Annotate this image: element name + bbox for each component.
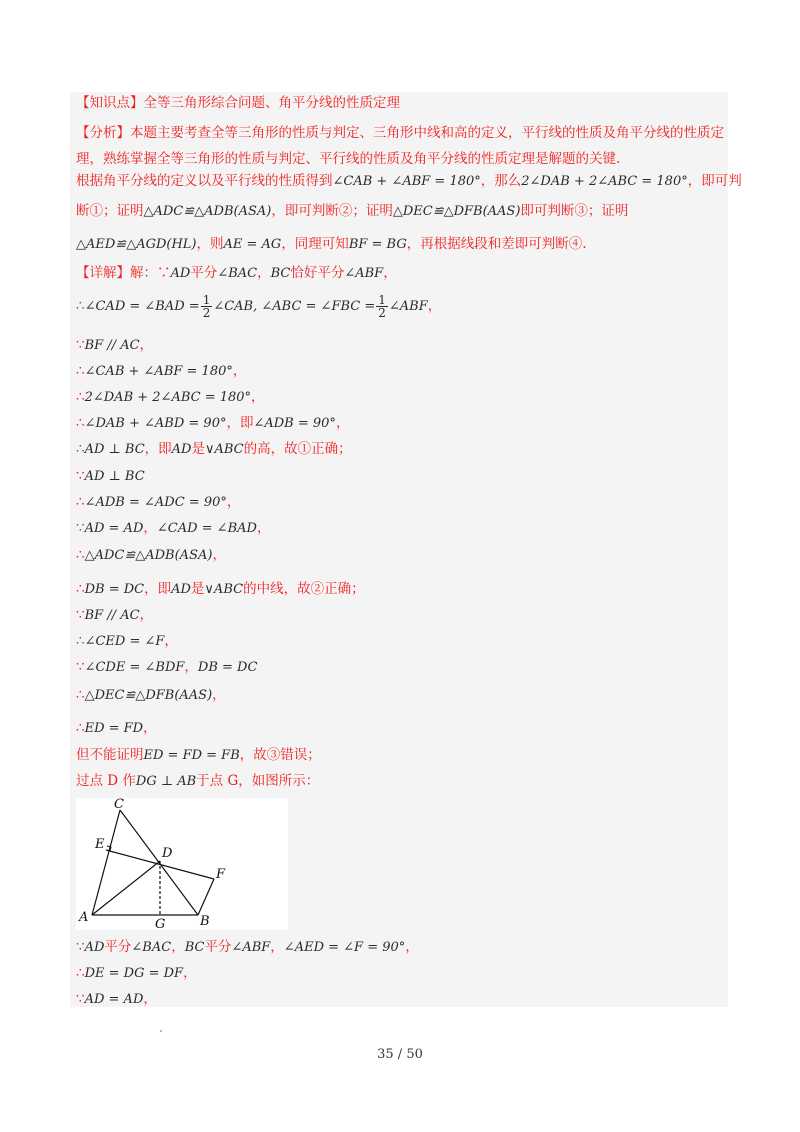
- detail-line-15: ∵∠CDE = ∠BDF，DB = DC: [76, 659, 258, 675]
- detail-line-5: ∴2∠DAB + 2∠ABC = 180°，: [76, 389, 265, 405]
- segment-AC: [92, 810, 120, 915]
- detail-line-2: ∴∠CAD = ∠BAD = $\frac{1}{2}$ ∠CAB, ∠ABC = ∠FBC = $\frac{1}{2}$ ∠ABF，: [76, 293, 442, 320]
- detail-line-11: ∴△ADC≌△ADB(ASA)，: [76, 547, 226, 563]
- detail-line-14: ∴∠CED = ∠F，: [76, 633, 178, 649]
- fraction-half: $\frac{1}{2}$: [202, 293, 211, 320]
- detail-line-9: ∴∠ADB = ∠ADC = 90°，: [76, 494, 241, 510]
- detail-line-18: 但不能证明ED = FD = FB，故③错误；: [76, 747, 321, 763]
- analysis-line-3: 根据角平分线的定义以及平行线的性质得到∠CAB + ∠ABF = 180°，那么2∠DAB + 2∠ABC = 180°，即可判: [76, 173, 742, 189]
- analysis-paragraph: 【分析】本题主要考查全等三角形的性质与判定、三角形中线和高的定义，平行线的性质及角平分线的性质定理，熟练掌握全等三角形的性质与判定、平行线的性质及角平分线的性质定理是解题的关键.: [76, 125, 724, 167]
- detail-line-19: 过点 D 作DG ⊥ AB于点 G，如图所示：: [76, 773, 320, 789]
- label-B: B: [200, 914, 210, 929]
- analysis-line-4: 断①；证明△ADC≌△ADB(ASA)，即可判断②；证明△DEC≌△DFB(AAS)即可判断③；证明: [76, 203, 629, 219]
- fraction-half-2: $\frac{1}{2}$: [378, 293, 386, 320]
- detail-line-16: ∴△DEC≌△DFB(AAS)，: [76, 687, 226, 703]
- label-A: A: [79, 910, 89, 925]
- label-D: D: [162, 846, 173, 861]
- stray-mark: [160, 1030, 162, 1032]
- segment-AD: [92, 861, 160, 915]
- triangle-diagram: [76, 798, 288, 930]
- detail-line-8: ∵AD ⊥ BC: [76, 468, 145, 484]
- detail-line-21: ∴DE = DG = DF，: [76, 965, 197, 981]
- segment-FB: [198, 879, 214, 915]
- label-E: E: [95, 837, 105, 852]
- detail-line-13: ∵BF // AC，: [76, 607, 154, 623]
- analysis-line-5: △AED≌△AGD(HL)，则AE = AG，同理可知BF = BG，再根据线段和差即可判断④.: [76, 236, 587, 252]
- detail-line-7: ∴AD ⊥ BC，即AD是∨ABC的高，故①正确；: [76, 441, 352, 457]
- detail-line-12: ∴DB = DC，即AD是∨ABC的中线，故②正确；: [76, 581, 365, 597]
- label-G: G: [155, 917, 166, 930]
- detail-line-10: ∵AD = AD，∠CAD = ∠BAD，: [76, 520, 271, 536]
- detail-line-4: ∴∠CAB + ∠ABF = 180°，: [76, 363, 247, 379]
- detail-line-1: 【详解】解：∵AD平分∠BAC，BC恰好平分∠ABF，: [76, 265, 397, 281]
- label-C: C: [114, 798, 124, 812]
- page-number: 35 / 50: [377, 1047, 423, 1062]
- label-F: F: [216, 867, 226, 882]
- segment-EF: [106, 850, 214, 879]
- solution-content: [70, 92, 742, 1007]
- knowledge-point-line: 【知识点】全等三角形综合问题、角平分线的性质定理: [76, 95, 400, 111]
- detail-line-22: ∵AD = AD，: [76, 991, 157, 1007]
- detail-line-20: ∵AD平分∠BAC，BC平分∠ABF，∠AED = ∠F = 90°，: [76, 939, 419, 955]
- geometry-figure: [76, 798, 288, 930]
- detail-line-17: ∴ED = FD，: [76, 720, 157, 736]
- detail-line-6: ∴∠DAB + ∠ABD = 90°，即∠ADB = 90°，: [76, 415, 350, 431]
- detail-line-3: ∵BF // AC，: [76, 337, 154, 353]
